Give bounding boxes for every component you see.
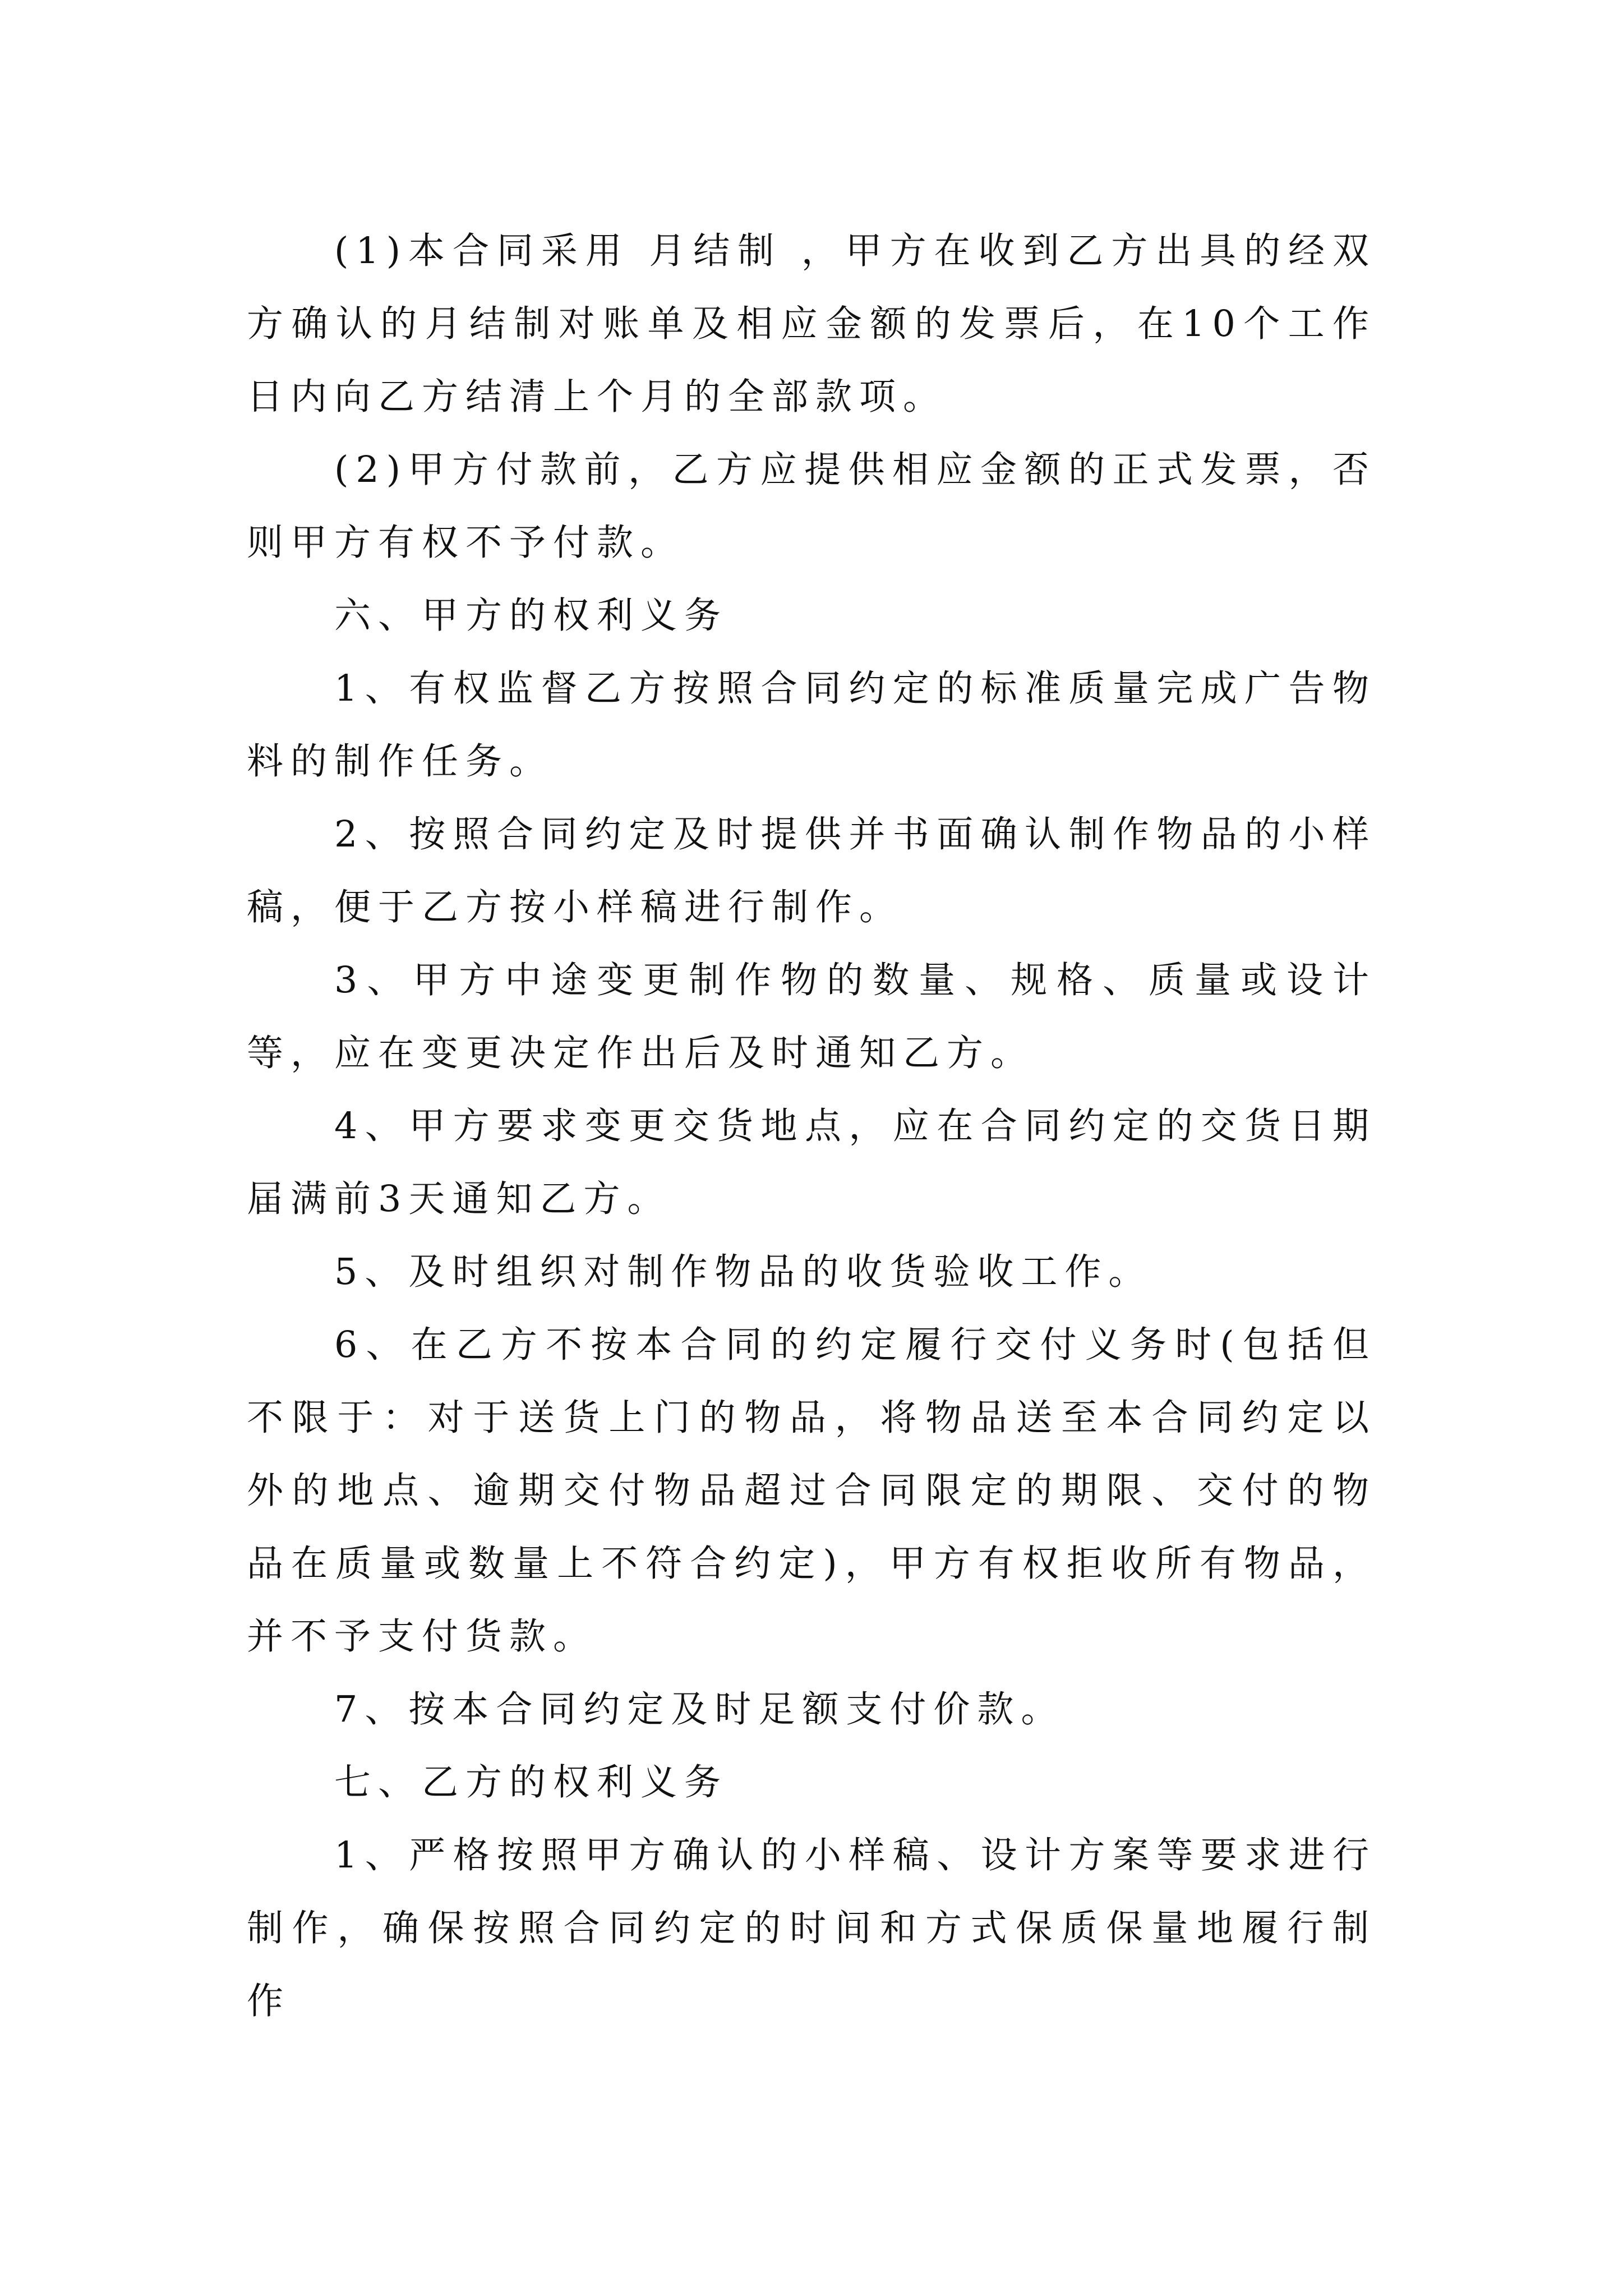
- party-a-item-6: 6、在乙方不按本合同的约定履行交付义务时(包括但不限于：对于送货上门的物品，将物品送至本合同约定以外的地点、逾期交付物品超过合同限定的期限、交付的物品在质量或数量上不符合约定)，甲方有权拒收所有物品，并不予支付货款。: [247, 1324, 1376, 1658]
- payment-clause-2: (2)甲方付款前，乙方应提供相应金额的正式发票，否则甲方有权不予付款。: [247, 449, 1376, 564]
- party-b-item-1: 1、严格按照甲方确认的小样稿、设计方案等要求进行制作，确保按照合同约定的时间和方式保质保量地履行制作: [247, 1834, 1376, 2022]
- party-a-item-5: 5、及时组织对制作物品的收货验收工作。: [334, 1251, 1152, 1293]
- party-a-item-4: 4、甲方要求变更交货地点，应在合同约定的交货日期届满前3天通知乙方。: [247, 1105, 1376, 1220]
- section-heading-party-a: 六、甲方的权利义务: [334, 595, 728, 637]
- party-a-item-2: 2、按照合同约定及时提供并书面确认制作物品的小样稿，便于乙方按小样稿进行制作。: [247, 813, 1376, 928]
- document-body: [247, 215, 1376, 2038]
- payment-clause-1: (1)本合同采用 月结制 ，甲方在收到乙方出具的经双方确认的月结制对账单及相应金额的发票后，在10个工作日内向乙方结清上个月的全部款项。: [247, 230, 1376, 418]
- party-a-item-7: 7、按本合同约定及时足额支付价款。: [334, 1688, 1065, 1731]
- section-heading-party-b: 七、乙方的权利义务: [334, 1761, 728, 1803]
- party-a-item-1: 1、有权监督乙方按照合同约定的标准质量完成广告物料的制作任务。: [247, 668, 1376, 783]
- party-a-item-3: 3、甲方中途变更制作物的数量、规格、质量或设计等，应在变更决定作出后及时通知乙方。: [247, 959, 1376, 1074]
